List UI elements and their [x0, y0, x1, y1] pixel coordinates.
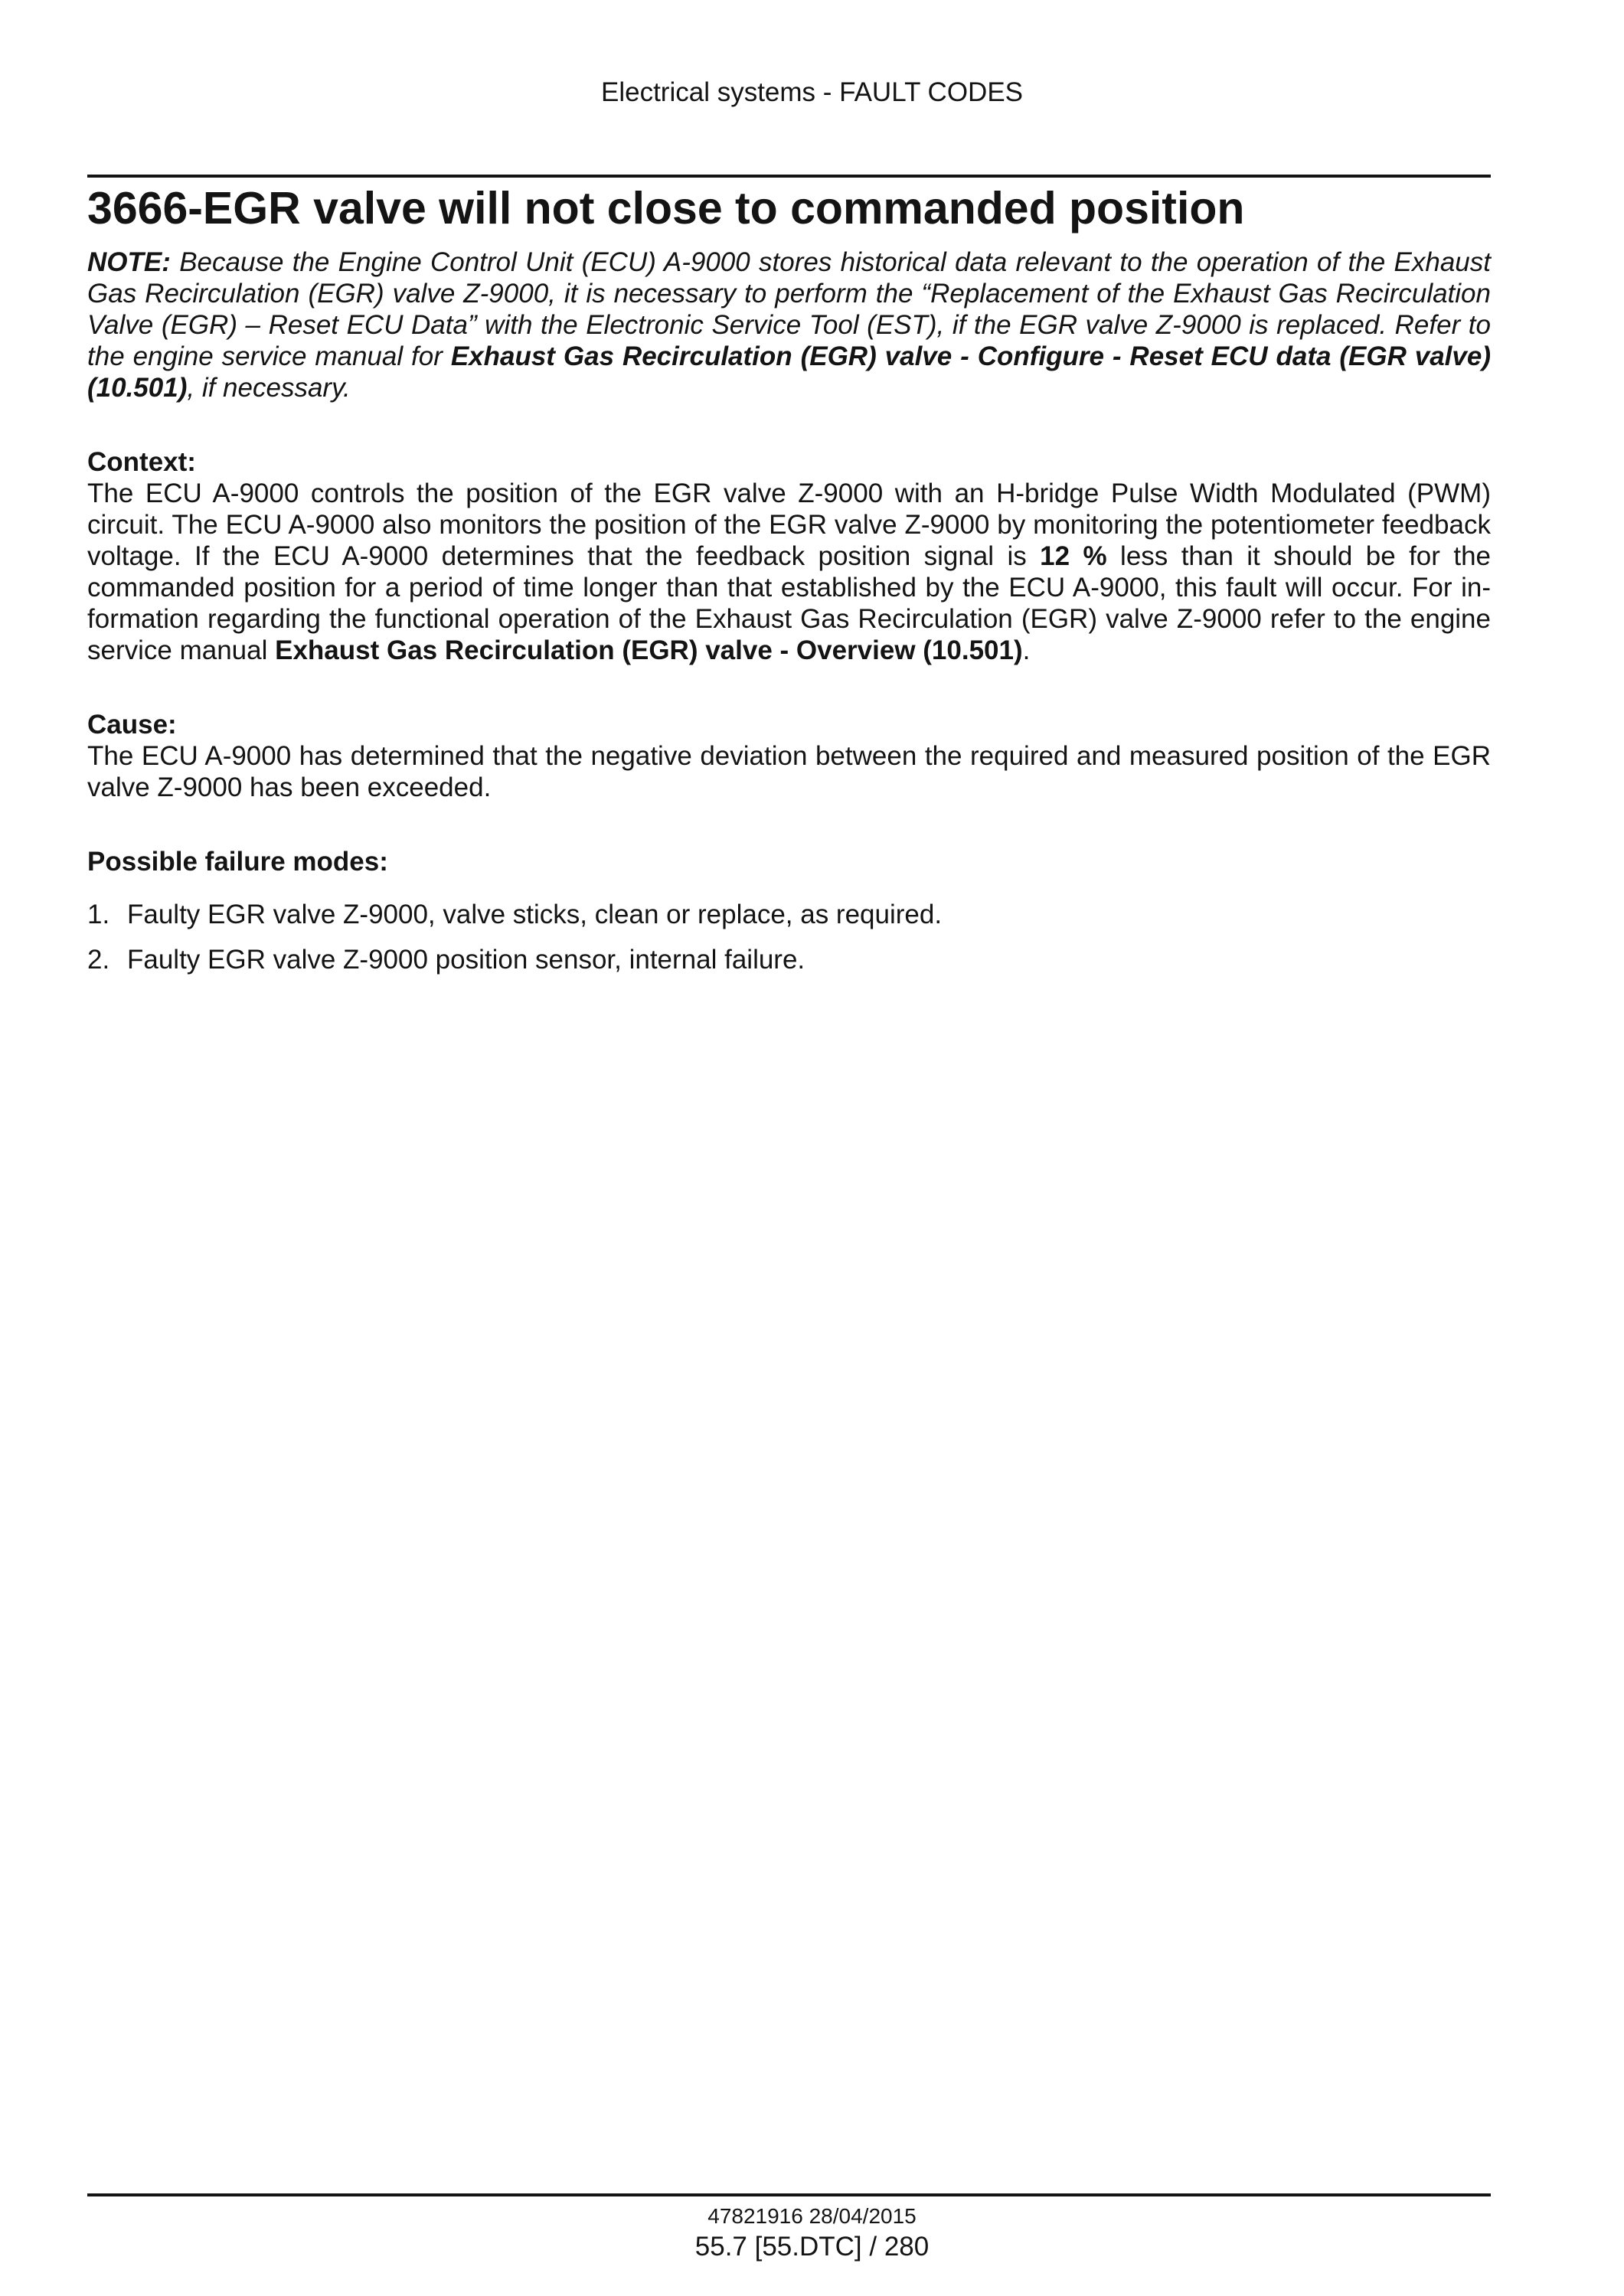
footer-divider — [87, 2193, 1491, 2196]
note-paragraph — [87, 247, 1491, 403]
context-text-1: The ECU A-9000 controls the position of the EGR valve Z-9000 with an H-bridge Pulse Width Modulated (PWM) circuit. The ECU A-9000 also monitors the position of the EGR valve Z-9000 by monitoring the potentiometer feedback voltage. If the ECU A-9000 determines that the feedback position signal is — [87, 478, 1491, 571]
failure-modes-list — [87, 899, 1491, 975]
note-text-1: Because the Engine Control Unit (ECU) A-9000 stores historical data relevant to the operation of the Exhaust Gas Recirculation (EGR) valve Z-9000, it is necessary to perform the “Replacement of the Exhaust Gas Recirculation Valve (EGR) – Reset ECU Data” with the Electronic Service Tool (EST), if the EGR valve Z-9000 is replaced. Refer to the engine service manual for — [87, 247, 1491, 371]
note-reference: Exhaust Gas Recirculation (EGR) valve - Configure - Reset ECU data (EGR valve) (10.501) — [87, 341, 1491, 403]
context-section — [87, 446, 1491, 666]
failure-modes-section — [87, 846, 1491, 975]
list-item — [87, 899, 1491, 930]
page-number: 55.7 [55.DTC] / 280 — [694, 2232, 930, 2262]
note-label: NOTE: — [87, 247, 171, 277]
list-item-text: Faulty EGR valve Z-9000, valve sticks, clean or replace, as required. — [127, 900, 943, 929]
note-text-2: , if necessary. — [187, 373, 351, 403]
context-text-2: less than it should be for the commanded position for a period of time longer than that established by the ECU A-9000, this fault will occur. For information regarding the functional operation of the Exhaust Gas Recirculation (EGR) valve Z-9000 refer to the engine service manual — [87, 541, 1491, 665]
list-item-number: 1. — [87, 900, 110, 929]
header-divider — [87, 175, 1491, 178]
failure-modes-heading: Possible failure modes: — [87, 847, 388, 877]
running-header: Electrical systems - FAULT CODES — [600, 77, 1024, 107]
context-reference: Exhaust Gas Recirculation (EGR) valve - Overview (10.501) — [275, 635, 1023, 665]
list-item-text: Faulty EGR valve Z-9000 position sensor, internal failure. — [127, 945, 805, 975]
cause-section — [87, 709, 1491, 803]
document-reference: 47821916 28/04/2015 — [707, 2204, 917, 2228]
document-body — [87, 181, 1491, 989]
list-item-number: 2. — [87, 945, 110, 975]
page-title: 3666-EGR valve will not close to commanded position — [87, 183, 1245, 234]
cause-heading: Cause: — [87, 710, 177, 740]
context-text-3: . — [1022, 635, 1031, 665]
context-paragraph — [87, 478, 1491, 666]
cause-paragraph: The ECU A-9000 has determined that the negative deviation between the required and measured position of the EGR valve Z-9000 has been exceeded. — [87, 741, 1491, 802]
context-heading: Context: — [87, 447, 196, 477]
threshold-value: 12 % — [1040, 541, 1107, 571]
list-item — [87, 944, 1491, 975]
